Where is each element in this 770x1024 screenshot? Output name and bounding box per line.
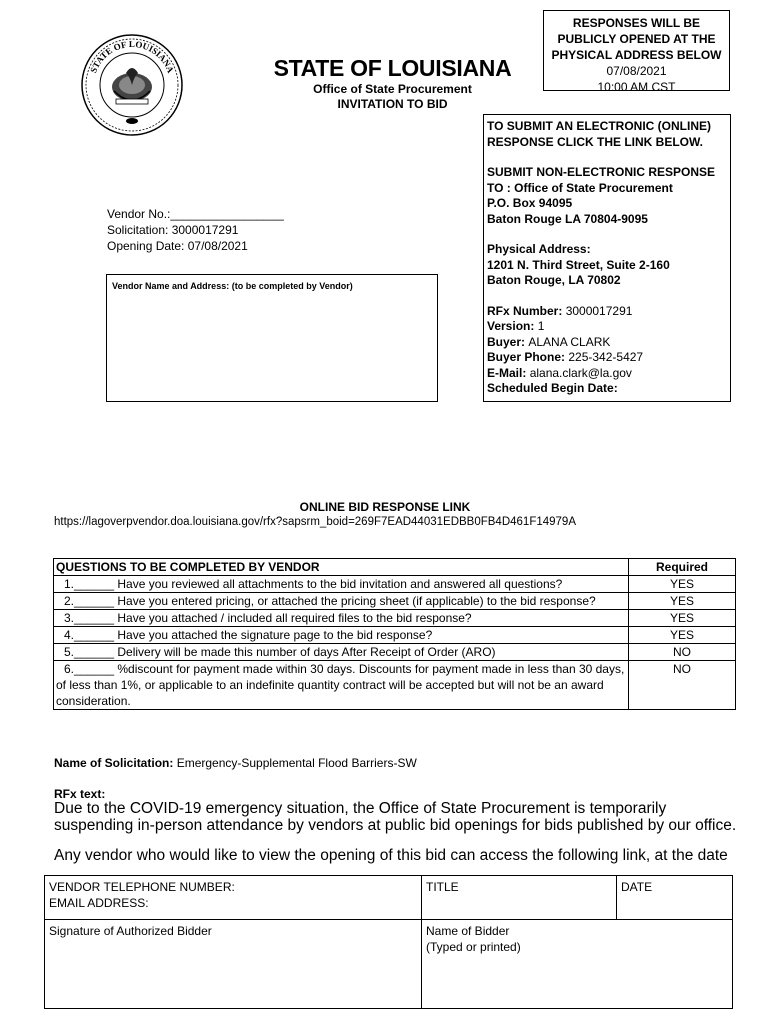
opening-time: 10:00 AM CST xyxy=(597,80,676,94)
vendor-box-label: Vendor Name and Address: (to be completed by Vendor) xyxy=(112,281,353,291)
doc-type: INVITATION TO BID xyxy=(337,97,448,111)
email-value[interactable]: alana.clark@la.gov xyxy=(529,365,632,380)
buyer-label: Buyer: xyxy=(487,334,526,349)
required-value: YES xyxy=(629,593,736,610)
question-text: 5.______ Delivery will be made this number of days After Receipt of Order (ARO) xyxy=(64,645,496,659)
title-label: TITLE xyxy=(426,880,459,894)
submission-info-box xyxy=(483,114,731,402)
vendor-email-label: EMAIL ADDRESS: xyxy=(49,896,149,910)
office-name: Office of State Procurement xyxy=(313,82,472,96)
opening-date-line: Opening Date: 07/08/2021 xyxy=(107,239,248,253)
buyer-phone-label: Buyer Phone: xyxy=(487,350,566,364)
bidder-name-label: Name of Bidder xyxy=(426,924,510,938)
vendor-info xyxy=(107,206,284,254)
bidder-name-cell[interactable] xyxy=(422,920,733,1009)
signature-label: Signature of Authorized Bidder xyxy=(49,924,212,938)
vendor-number[interactable]: Vendor No.:_________________ xyxy=(107,207,284,221)
mail-to: TO : Office of State Procurement xyxy=(487,180,673,195)
buyer-value: ALANA CLARK xyxy=(528,334,611,349)
svg-text:STATE OF LOUISIANA: STATE OF LOUISIANA xyxy=(88,38,176,75)
question-text: 3.______ Have you attached / included all required files to the bid response? xyxy=(64,611,472,625)
public-opening-notice xyxy=(543,10,730,94)
signature-cell[interactable] xyxy=(45,920,422,1009)
rfx-text-label: RFx text: xyxy=(54,787,106,801)
buyer-phone-value: 225-342-5427 xyxy=(568,350,644,364)
question-row xyxy=(54,644,736,661)
questions-header-row xyxy=(54,559,736,576)
state-seal-icon xyxy=(80,33,184,137)
online-bid-heading: ONLINE BID RESPONSE LINK xyxy=(299,500,471,514)
question-text: 6.______ %discount for payment made within 30 days. Discounts for payment made in less than 30 days, of less than 1%, or applicable to an indefinite quantity contract will be accepted but will not be an award consideration. xyxy=(56,662,625,708)
rfx-number-row xyxy=(487,304,727,320)
version-row xyxy=(487,319,727,335)
question-row xyxy=(54,576,736,593)
physical-address-label: Physical Address: xyxy=(487,242,591,256)
email-label: E-Mail: xyxy=(487,365,527,380)
vendor-questions-table xyxy=(53,558,736,710)
rfx-text-paragraph-1: Due to the COVID-19 emergency situation, the Office of State Procurement is temporarily suspending in-person attendance by vendors at public bid openings for bids published by our office. xyxy=(54,800,737,834)
question-row xyxy=(54,627,736,644)
notice-line-1: RESPONSES WILL BE xyxy=(572,16,701,30)
version-label: Version: xyxy=(487,319,535,333)
solicitation-name-value: Emergency-Supplemental Flood Barriers-SW xyxy=(176,756,417,770)
rfx-text-paragraph-2: Any vendor who would like to view the opening of this bid can access the following link, at the date xyxy=(54,847,728,864)
physical-street: 1201 N. Third Street, Suite 2-160 xyxy=(487,257,670,272)
questions-header: QUESTIONS TO BE COMPLETED BY VENDOR xyxy=(54,559,629,576)
opening-date: 07/08/2021 xyxy=(606,64,667,78)
date-cell[interactable] xyxy=(617,876,733,920)
notice-line-3: PHYSICAL ADDRESS BELOW xyxy=(551,48,722,62)
required-value: YES xyxy=(629,627,736,644)
rfx-number-label: RFx Number: xyxy=(487,303,563,318)
required-value: NO xyxy=(629,644,736,661)
document-subtitle xyxy=(250,82,535,112)
required-value: YES xyxy=(629,610,736,627)
scheduled-begin-label: Scheduled Begin Date: xyxy=(487,381,618,395)
electronic-instructions: TO SUBMIT AN ELECTRONIC (ONLINE) RESPONSE CLICK THE LINK BELOW. xyxy=(487,119,711,149)
version-value: 1 xyxy=(537,319,545,333)
required-header: Required xyxy=(629,559,736,576)
email-row xyxy=(487,366,727,382)
vendor-phone-label: VENDOR TELEPHONE NUMBER: xyxy=(49,880,235,894)
required-value: NO xyxy=(629,661,736,710)
online-bid-link[interactable]: https://lagoverpvendor.doa.louisiana.gov/rfx?sapsrm_boid=269F7EAD44031EDBB0FB4D461F14979A xyxy=(54,516,576,528)
notice-line-2: PUBLICLY OPENED AT THE xyxy=(557,32,716,46)
title-cell[interactable] xyxy=(422,876,617,920)
date-label: DATE xyxy=(621,880,653,894)
question-row xyxy=(54,593,736,610)
vendor-signature-table xyxy=(44,875,733,1009)
question-row xyxy=(54,661,736,710)
non-electronic-heading: SUBMIT NON-ELECTRONIC RESPONSE xyxy=(487,165,716,179)
physical-city: Baton Rouge, LA 70802 xyxy=(487,273,621,287)
mail-city: Baton Rouge LA 70804-9095 xyxy=(487,211,648,226)
question-row xyxy=(54,610,736,627)
rfx-number-value: 3000017291 xyxy=(565,303,633,318)
required-value: YES xyxy=(629,576,736,593)
question-text: 1.______ Have you reviewed all attachments to the bid invitation and answered all questions? xyxy=(64,577,563,591)
solicitation-name-label: Name of Solicitation: xyxy=(54,756,174,770)
vendor-name-address-box[interactable] xyxy=(106,274,438,402)
po-box: P.O. Box 94095 xyxy=(487,196,573,210)
vendor-contact-cell[interactable] xyxy=(45,876,422,920)
question-text: 2.______ Have you entered pricing, or attached the pricing sheet (if applicable) to the bid response? xyxy=(64,594,596,608)
buyer-row xyxy=(487,335,727,351)
question-text: 4.______ Have you attached the signature page to the bid response? xyxy=(64,628,433,642)
bidder-name-typed-label: (Typed or printed) xyxy=(426,940,521,954)
solicitation-name xyxy=(54,756,417,770)
document-title: STATE OF LOUISIANA xyxy=(273,55,512,81)
buyer-phone-row xyxy=(487,350,727,366)
solicitation-number: Solicitation: 3000017291 xyxy=(107,223,239,237)
